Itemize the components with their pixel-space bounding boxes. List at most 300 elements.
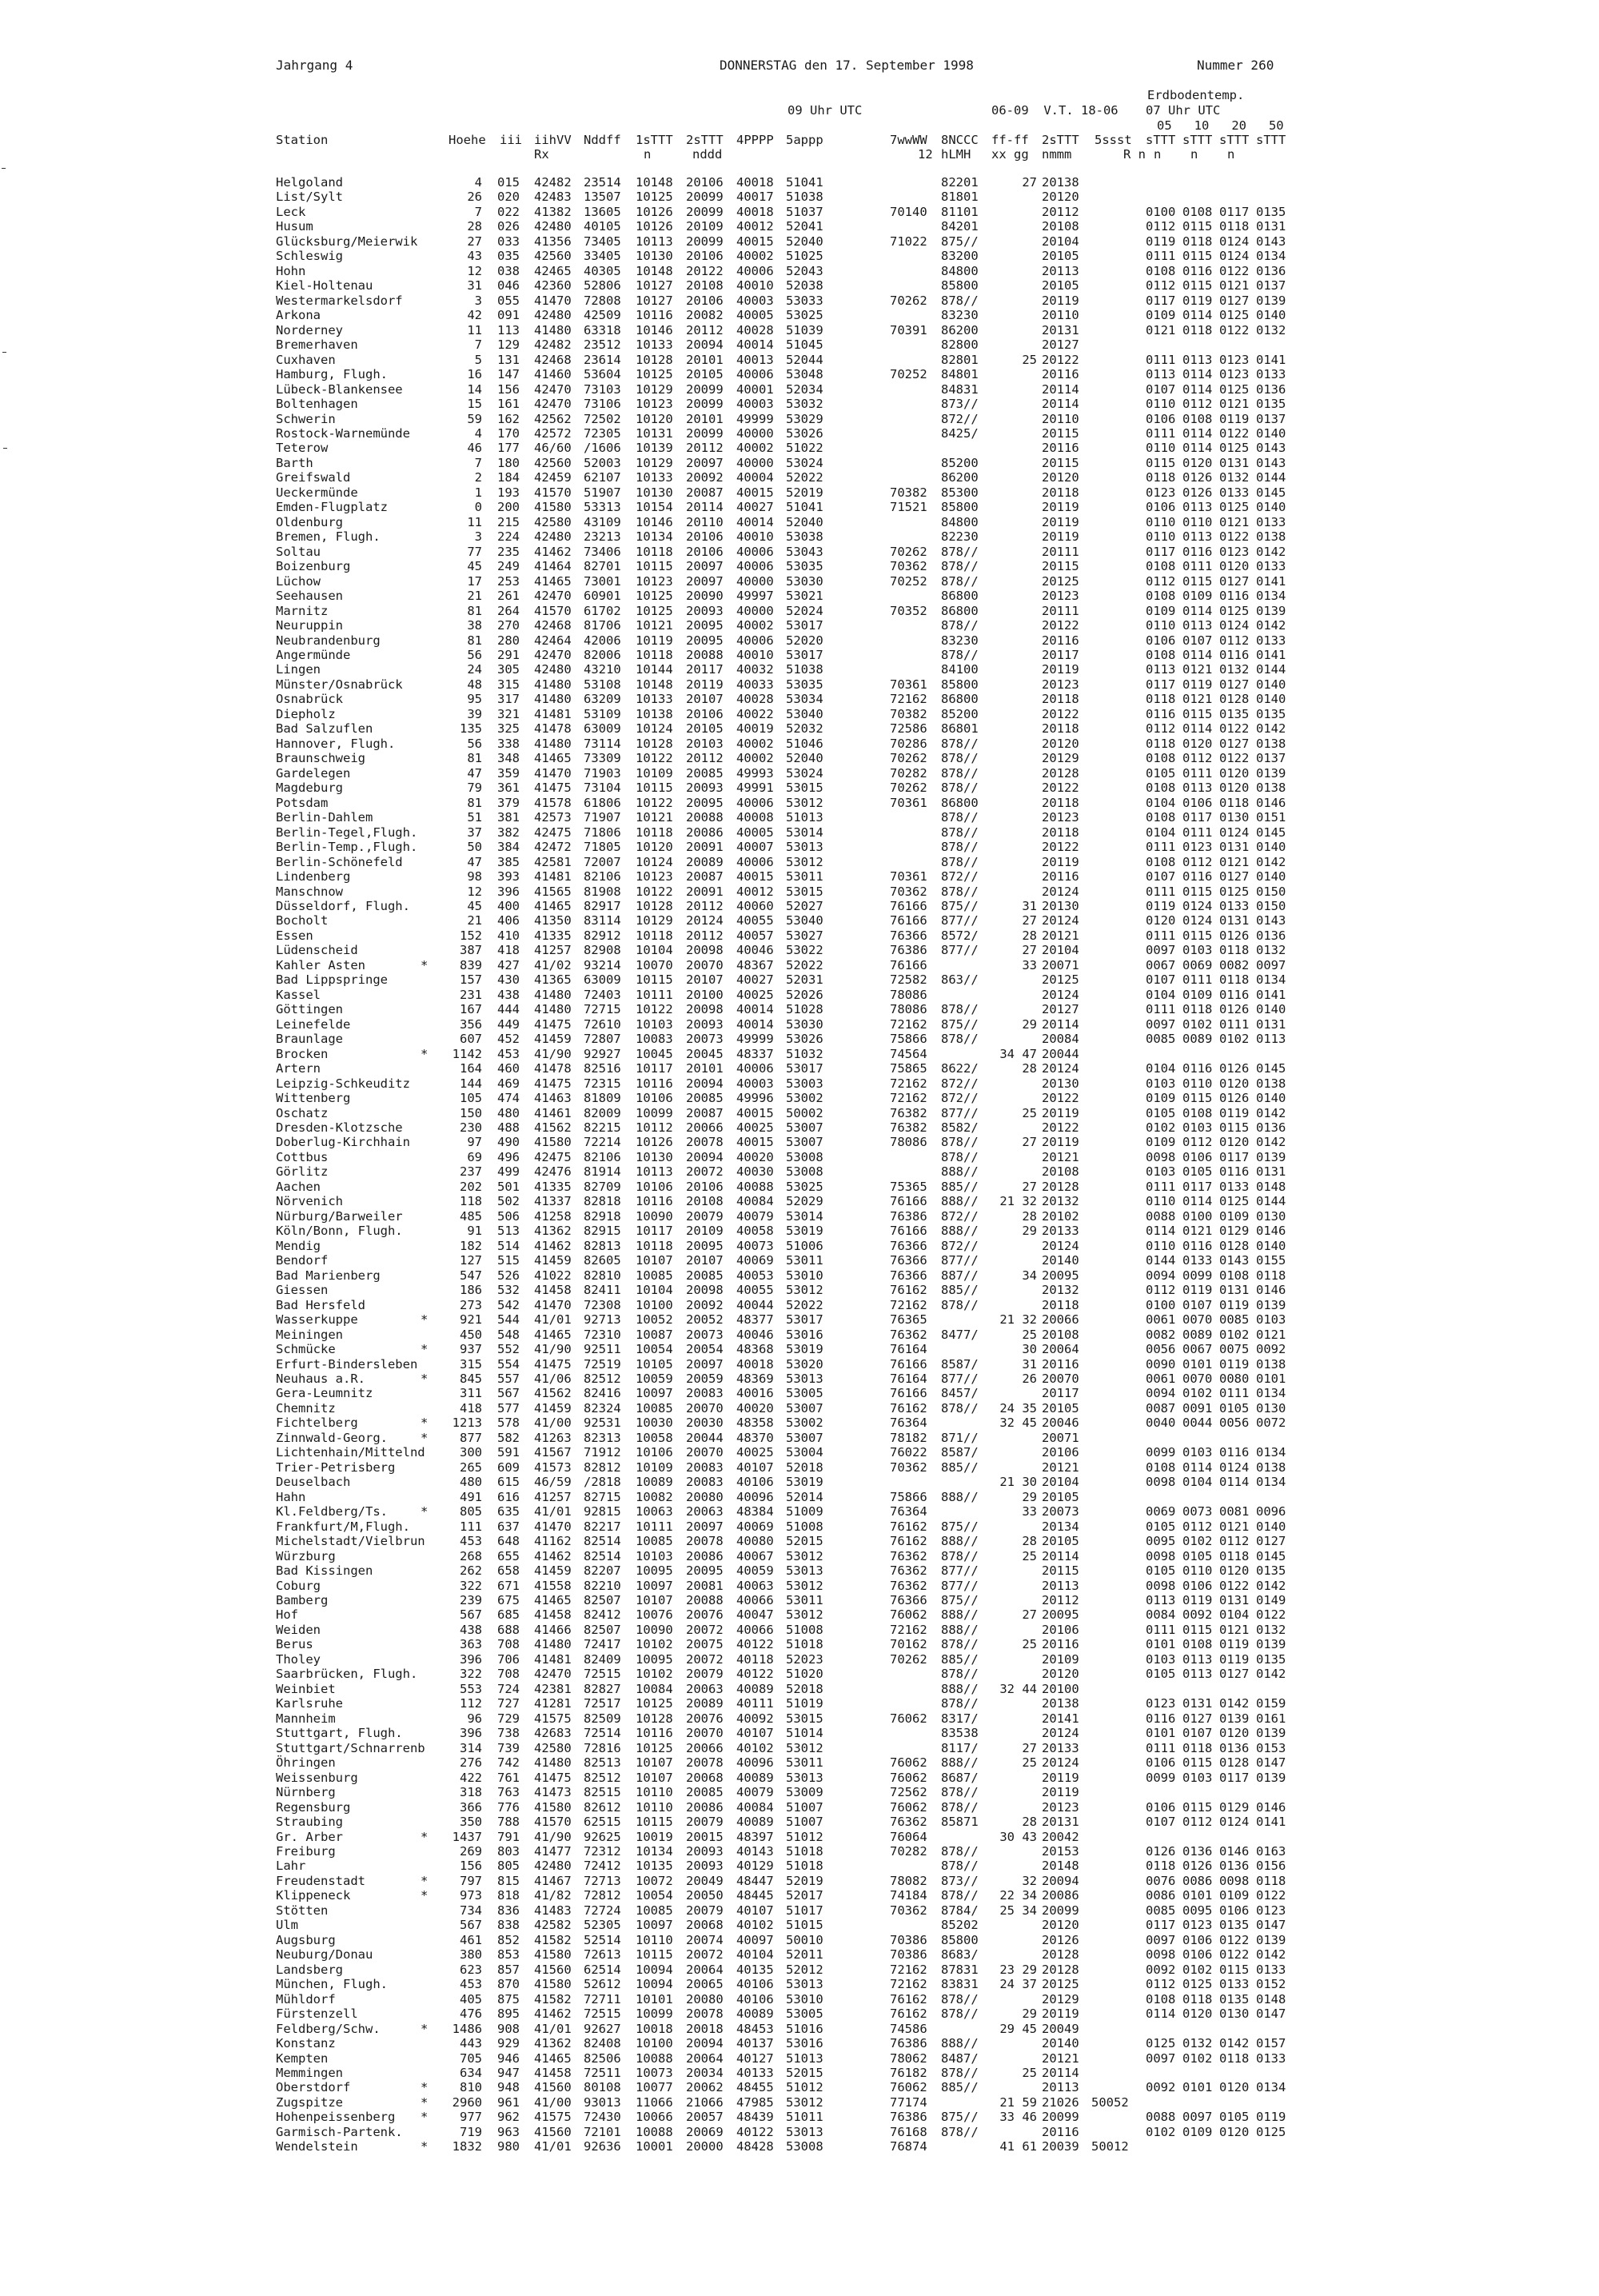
sttt1: 10077 — [636, 2080, 673, 2095]
station-name: Bocholt — [276, 913, 329, 928]
erd-20: 0119 — [1219, 1651, 1250, 1667]
iihvv: 41580 — [534, 1947, 572, 1963]
sttt-vt: 20128 — [1042, 1947, 1079, 1963]
iii: 501 — [497, 1179, 520, 1194]
sttt1: 10125 — [636, 1740, 673, 1755]
sttt2: 20110 — [686, 514, 724, 529]
hoehe: 1213 — [452, 1416, 482, 1431]
hoehe: 39 — [467, 706, 482, 721]
hoehe: 135 — [460, 721, 482, 737]
iihvv: 42475 — [534, 825, 572, 840]
iihvv: 41459 — [534, 1400, 572, 1416]
sttt1: 10085 — [636, 1268, 673, 1283]
nccc: 888// — [941, 1534, 979, 1549]
pppp: 40017 — [736, 190, 774, 205]
hoehe: 937 — [460, 1342, 482, 1357]
sttt2: 20090 — [686, 589, 724, 604]
sttt1: 10116 — [636, 1194, 673, 1209]
nddff: 73309 — [584, 751, 621, 766]
pppp: 40055 — [736, 1283, 774, 1298]
erd-20: 0102 — [1219, 1032, 1250, 1047]
pppp: 40129 — [736, 1859, 774, 1874]
erd-05: 0121 — [1146, 322, 1176, 337]
iii: 291 — [497, 648, 520, 662]
wwww: 70362 — [890, 1459, 927, 1475]
col-5appp: 5appp — [786, 133, 823, 147]
sttt-vt: 20128 — [1042, 1962, 1079, 1977]
iii: 129 — [497, 337, 520, 353]
pppp: 40010 — [736, 648, 774, 662]
sttt1: 10128 — [636, 352, 673, 367]
appp: 53012 — [786, 1548, 823, 1563]
erd-10: 0112 — [1182, 397, 1213, 412]
nccc: 871// — [941, 1430, 979, 1445]
erd-05: 0092 — [1146, 2080, 1176, 2095]
sttt-vt: 20124 — [1042, 884, 1079, 899]
nddff: 81914 — [584, 1164, 621, 1180]
erd-50: 0140 — [1256, 692, 1286, 707]
station-name: Ueckermünde — [276, 485, 358, 500]
pppp: 40005 — [736, 308, 774, 323]
erd-20: 0142 — [1219, 2036, 1250, 2051]
hoehe: 150 — [460, 1105, 482, 1120]
ffff: 25 — [1022, 352, 1037, 367]
sttt2: 20079 — [686, 1208, 724, 1224]
nddff: 71903 — [584, 765, 621, 781]
erd-05: 0103 — [1146, 1164, 1176, 1180]
iihvv: 42480 — [534, 662, 572, 677]
sttt-vt: 20122 — [1042, 1091, 1079, 1106]
hoehe: 47 — [467, 765, 482, 781]
iihvv: 41480 — [534, 677, 572, 692]
nddff: 40305 — [584, 263, 621, 278]
erd-50: 0140 — [1256, 677, 1286, 692]
sttt-vt: 20124 — [1042, 1755, 1079, 1771]
station-name: Münster/Osnabrück — [276, 677, 403, 692]
appp: 51020 — [786, 1667, 823, 1682]
iihvv: 41/90 — [534, 1342, 572, 1357]
erd-50: 0140 — [1256, 1238, 1286, 1253]
erd-20: 0120 — [1219, 781, 1250, 796]
erd-05: 0111 — [1146, 840, 1176, 855]
erd-05: 0111 — [1146, 1740, 1176, 1755]
sttt-vt: 20119 — [1042, 529, 1079, 545]
station-name: Klippeneck — [276, 1888, 351, 1903]
wwww: 76162 — [890, 2007, 927, 2022]
appp: 53017 — [786, 648, 823, 662]
sttt2: 20099 — [686, 381, 724, 397]
col-1sttt: 1sTTT — [636, 133, 673, 147]
sttt2: 20000 — [686, 2139, 724, 2154]
nccc: 875// — [941, 234, 979, 249]
iihvv: 42480 — [534, 1859, 572, 1874]
appp: 51007 — [786, 1799, 823, 1815]
sttt1: 10134 — [636, 529, 673, 545]
pppp: 40102 — [736, 1918, 774, 1933]
ffff: 29 45 — [999, 2021, 1037, 2036]
erd-50: 0142 — [1256, 721, 1286, 737]
erd-10: 0108 — [1182, 204, 1213, 219]
hoehe: 127 — [460, 1253, 482, 1268]
iii: 379 — [497, 795, 520, 810]
nccc: 82230 — [941, 529, 979, 545]
sttt1: 10076 — [636, 1607, 673, 1623]
erd-10: 0106 — [1182, 795, 1213, 810]
erd-50: 0141 — [1256, 648, 1286, 662]
appp: 52020 — [786, 633, 823, 648]
sttt2: 20063 — [686, 1504, 724, 1519]
erd-50: 0144 — [1256, 470, 1286, 485]
iihvv: 41480 — [534, 1637, 572, 1652]
nddff: 93214 — [584, 957, 621, 972]
erd-50: 0151 — [1256, 810, 1286, 825]
station-name: Stuttgart/Schnarrenb — [276, 1740, 425, 1755]
sttt1: 10052 — [636, 1312, 673, 1328]
sttt1: 10135 — [636, 1859, 673, 1874]
pppp: 40012 — [736, 884, 774, 899]
pppp: 40002 — [736, 249, 774, 264]
erd-20: 0124 — [1219, 1815, 1250, 1830]
sttt2: 20107 — [686, 972, 724, 988]
iihvv: 41470 — [534, 293, 572, 308]
hoehe: 797 — [460, 1873, 482, 1888]
station-name: Cuxhaven — [276, 352, 336, 367]
nddff: 81908 — [584, 884, 621, 899]
erd-10: 0109 — [1182, 2124, 1213, 2139]
sttt2: 20079 — [686, 1667, 724, 1682]
nccc: 878// — [941, 765, 979, 781]
erd-05: 0108 — [1146, 589, 1176, 604]
col-hoehe: Hoehe — [449, 133, 486, 147]
erd-50: 0137 — [1256, 411, 1286, 426]
sttt-vt: 20095 — [1042, 1268, 1079, 1283]
erd-20: 0118 — [1219, 1548, 1250, 1563]
erd-05: 0112 — [1146, 278, 1176, 293]
wwww: 72162 — [890, 1962, 927, 1977]
ffff: 34 47 — [999, 1046, 1037, 1061]
erd-20: 0121 — [1219, 278, 1250, 293]
pppp: 40006 — [736, 263, 774, 278]
iii: 852 — [497, 1932, 520, 1947]
appp: 51045 — [786, 337, 823, 353]
wwww: 76062 — [890, 1607, 927, 1623]
appp: 51018 — [786, 1637, 823, 1652]
pppp: 40032 — [736, 662, 774, 677]
sttt2: 20093 — [686, 1859, 724, 1874]
iihvv: 41481 — [534, 706, 572, 721]
sttt-vt: 20111 — [1042, 603, 1079, 618]
iii: 460 — [497, 1061, 520, 1076]
appp: 52044 — [786, 352, 823, 367]
erd-20: 0115 — [1219, 1120, 1250, 1135]
iihvv: 42580 — [534, 514, 572, 529]
erd-10: 0070 — [1182, 1312, 1213, 1328]
station-name: Giessen — [276, 1283, 329, 1298]
nddff: 72502 — [584, 411, 621, 426]
pppp: 40028 — [736, 692, 774, 707]
pppp: 40002 — [736, 618, 774, 633]
nccc: 8587/ — [941, 1356, 979, 1372]
nddff: 72724 — [584, 1903, 621, 1918]
erd-10: 0106 — [1182, 1947, 1213, 1963]
wwww: 78182 — [890, 1430, 927, 1445]
iihvv: 41335 — [534, 928, 572, 943]
ffff: 21 59 — [999, 2094, 1037, 2110]
iihvv: 41562 — [534, 1120, 572, 1135]
sttt1: 10138 — [636, 706, 673, 721]
wwww: 76362 — [890, 1578, 927, 1593]
iii: 438 — [497, 987, 520, 1002]
erd-20: 0119 — [1219, 1637, 1250, 1652]
iihvv: 41362 — [534, 1224, 572, 1239]
appp: 53008 — [786, 1149, 823, 1164]
sttt-vt: 20116 — [1042, 633, 1079, 648]
erd-05: 0109 — [1146, 308, 1176, 323]
sttt1: 10103 — [636, 1548, 673, 1563]
erd-20: 0056 — [1219, 1416, 1250, 1431]
pppp: 40012 — [736, 219, 774, 234]
nddff: 72515 — [584, 1667, 621, 1682]
sttt1: 10045 — [636, 1046, 673, 1061]
erd-50: 0139 — [1256, 293, 1286, 308]
sttt-vt: 20095 — [1042, 1607, 1079, 1623]
ffff: 32 — [1022, 1873, 1037, 1888]
hoehe: 27 — [467, 234, 482, 249]
erd-05: 0098 — [1146, 1475, 1176, 1490]
iii: 727 — [497, 1696, 520, 1711]
iii: 706 — [497, 1651, 520, 1667]
pppp: 40016 — [736, 1386, 774, 1401]
nddff: 42006 — [584, 633, 621, 648]
sttt-vt: 20114 — [1042, 1016, 1079, 1032]
erd-05: 0116 — [1146, 1711, 1176, 1726]
iii: 554 — [497, 1356, 520, 1372]
nddff: 82409 — [584, 1651, 621, 1667]
wwww: 70162 — [890, 1637, 927, 1652]
sttt1: 10100 — [636, 2036, 673, 2051]
appp: 51013 — [786, 2050, 823, 2066]
wwww: 70386 — [890, 1932, 927, 1947]
sttt2: 20108 — [686, 278, 724, 293]
appp: 53002 — [786, 1416, 823, 1431]
hoehe: 118 — [460, 1194, 482, 1209]
station-name: Augsburg — [276, 1932, 336, 1947]
col-rn: R n — [1123, 147, 1146, 162]
hoehe: 156 — [460, 1859, 482, 1874]
appp: 53009 — [786, 1785, 823, 1800]
erd-50: 0133 — [1256, 633, 1286, 648]
sttt2: 20086 — [686, 825, 724, 840]
erd-50: 0118 — [1256, 1268, 1286, 1283]
erd-05: 0107 — [1146, 381, 1176, 397]
nccc: 875// — [941, 1519, 979, 1534]
sttt2: 20081 — [686, 1578, 724, 1593]
sttt-vt: 20099 — [1042, 2110, 1079, 2125]
erd-50: 0155 — [1256, 1253, 1286, 1268]
erd-50: 0140 — [1256, 1002, 1286, 1017]
wwww: 76166 — [890, 957, 927, 972]
hoehe: 167 — [460, 1002, 482, 1017]
sttt1: 10058 — [636, 1430, 673, 1445]
nddff: 72305 — [584, 425, 621, 441]
erd-50: 0136 — [1256, 1120, 1286, 1135]
nccc: 885// — [941, 1283, 979, 1298]
mountain-marker: * — [421, 1046, 429, 1061]
sttt2: 20091 — [686, 840, 724, 855]
sttt-vt: 20105 — [1042, 1489, 1079, 1504]
erd-10: 0121 — [1182, 1224, 1213, 1239]
appp: 52034 — [786, 381, 823, 397]
erd-20: 0118 — [1219, 795, 1250, 810]
sttt1: 10154 — [636, 500, 673, 515]
sttt1: 10054 — [636, 1342, 673, 1357]
col-nmmm: nmmm — [1042, 147, 1072, 162]
erd-50: 0132 — [1256, 1622, 1286, 1637]
nccc: 877// — [941, 1371, 979, 1386]
sttt2: 20070 — [686, 1445, 724, 1460]
station-name: Zinnwald-Georg. — [276, 1430, 388, 1445]
col-n1: n — [1154, 147, 1162, 162]
sttt2: 20034 — [686, 2066, 724, 2080]
erd-50: 0139 — [1256, 603, 1286, 618]
erd-50: 0138 — [1256, 1459, 1286, 1475]
erd-20: 0118 — [1219, 219, 1250, 234]
iihvv: 41480 — [534, 736, 572, 751]
erd-10: 0112 — [1182, 854, 1213, 869]
hoehe: 262 — [460, 1563, 482, 1579]
erd-05: 0102 — [1146, 2124, 1176, 2139]
sttt1: 10115 — [636, 972, 673, 988]
iihvv: 41560 — [534, 1962, 572, 1977]
station-name: Schmücke — [276, 1342, 336, 1357]
iii: 015 — [497, 175, 520, 190]
erd-20: 0128 — [1219, 692, 1250, 707]
nddff: 72007 — [584, 854, 621, 869]
erd-10: 0136 — [1182, 1843, 1213, 1859]
erd-10: 0123 — [1182, 1918, 1213, 1933]
erd-50: 0138 — [1256, 1076, 1286, 1091]
pppp: 40137 — [736, 2036, 774, 2051]
iihvv: 42472 — [534, 840, 572, 855]
sttt2: 20112 — [686, 441, 724, 456]
nccc: 878// — [941, 2066, 979, 2080]
sttt-vt: 20153 — [1042, 1843, 1079, 1859]
erd-50: 0135 — [1256, 397, 1286, 412]
pppp: 40000 — [736, 425, 774, 441]
station-name: Berlin-Temp.,Flugh. — [276, 840, 418, 855]
iii: 184 — [497, 470, 520, 485]
station-name: Görlitz — [276, 1164, 329, 1180]
nccc: 878// — [941, 736, 979, 751]
sttt-vt: 20105 — [1042, 278, 1079, 293]
sttt1: 10113 — [636, 1164, 673, 1180]
nccc: 83230 — [941, 308, 979, 323]
station-name: Berlin-Tegel,Flugh. — [276, 825, 418, 840]
header-center: DONNERSTAG den 17. September 1998 — [720, 58, 974, 73]
station-name: Braunlage — [276, 1032, 343, 1047]
erd-10: 0104 — [1182, 1475, 1213, 1490]
iii: 396 — [497, 884, 520, 899]
erd-10: 0103 — [1182, 1445, 1213, 1460]
appp: 53003 — [786, 1076, 823, 1091]
iihvv: 41582 — [534, 1932, 572, 1947]
erd-50: 0130 — [1256, 1400, 1286, 1416]
sttt1: 10107 — [636, 1593, 673, 1607]
wwww: 76166 — [890, 1224, 927, 1239]
nddff: 72312 — [584, 1843, 621, 1859]
erd-05: 0105 — [1146, 1563, 1176, 1579]
nddff: 72315 — [584, 1076, 621, 1091]
sttt1: 10125 — [636, 603, 673, 618]
ffff: 25 — [1022, 1755, 1037, 1771]
nccc: 878// — [941, 884, 979, 899]
erd-20: 0119 — [1219, 1356, 1250, 1372]
erd-50: 0139 — [1256, 1637, 1286, 1652]
iihvv: 41480 — [534, 987, 572, 1002]
ffff: 32 44 — [999, 1681, 1037, 1696]
nddff: 82813 — [584, 1238, 621, 1253]
iihvv: 41350 — [534, 913, 572, 928]
erd-50: 0139 — [1256, 1149, 1286, 1164]
iihvv: 41570 — [534, 485, 572, 500]
sttt1: 10117 — [636, 1061, 673, 1076]
nccc: 81101 — [941, 204, 979, 219]
ffff: 24 35 — [999, 1400, 1037, 1416]
erd-10: 0106 — [1182, 1578, 1213, 1593]
nccc: 85202 — [941, 1918, 979, 1933]
appp: 53030 — [786, 573, 823, 589]
col-erd-50: sTTT — [1256, 133, 1286, 147]
erd-10: 0111 — [1182, 559, 1213, 574]
nccc: 878// — [941, 825, 979, 840]
erd-10: 0121 — [1182, 662, 1213, 677]
ssst: 50012 — [1091, 2139, 1129, 2154]
appp: 52018 — [786, 1459, 823, 1475]
iihvv: 41478 — [534, 721, 572, 737]
sttt2: 20076 — [686, 1607, 724, 1623]
col-nddff: Nddff — [584, 133, 621, 147]
hoehe: 51 — [467, 810, 482, 825]
erd-10: 0115 — [1182, 928, 1213, 943]
appp: 53024 — [786, 455, 823, 470]
sttt1: 10118 — [636, 1238, 673, 1253]
ffff: 22 34 — [999, 1888, 1037, 1903]
appp: 53007 — [786, 1430, 823, 1445]
nddff: 52305 — [584, 1918, 621, 1933]
erd-20: 0120 — [1219, 1076, 1250, 1091]
erd-05: 0087 — [1146, 1400, 1176, 1416]
sttt2: 20064 — [686, 2050, 724, 2066]
pppp: 40003 — [736, 1076, 774, 1091]
iihvv: 41464 — [534, 559, 572, 574]
erd-10: 0073 — [1182, 1504, 1213, 1519]
sttt2: 20074 — [686, 1932, 724, 1947]
hoehe: 1832 — [452, 2139, 482, 2154]
appp: 53030 — [786, 1016, 823, 1032]
wwww: 70361 — [890, 677, 927, 692]
sttt1: 10116 — [636, 1726, 673, 1741]
appp: 51008 — [786, 1622, 823, 1637]
sttt1: 10099 — [636, 1105, 673, 1120]
nccc: 86800 — [941, 603, 979, 618]
pppp: 40133 — [736, 2066, 774, 2080]
nccc: 878// — [941, 1667, 979, 1682]
sttt2: 20101 — [686, 352, 724, 367]
col-nddd: nddd — [692, 147, 723, 162]
erd-50: 0145 — [1256, 485, 1286, 500]
nccc: 878// — [941, 544, 979, 559]
hoehe: 98 — [467, 869, 482, 884]
